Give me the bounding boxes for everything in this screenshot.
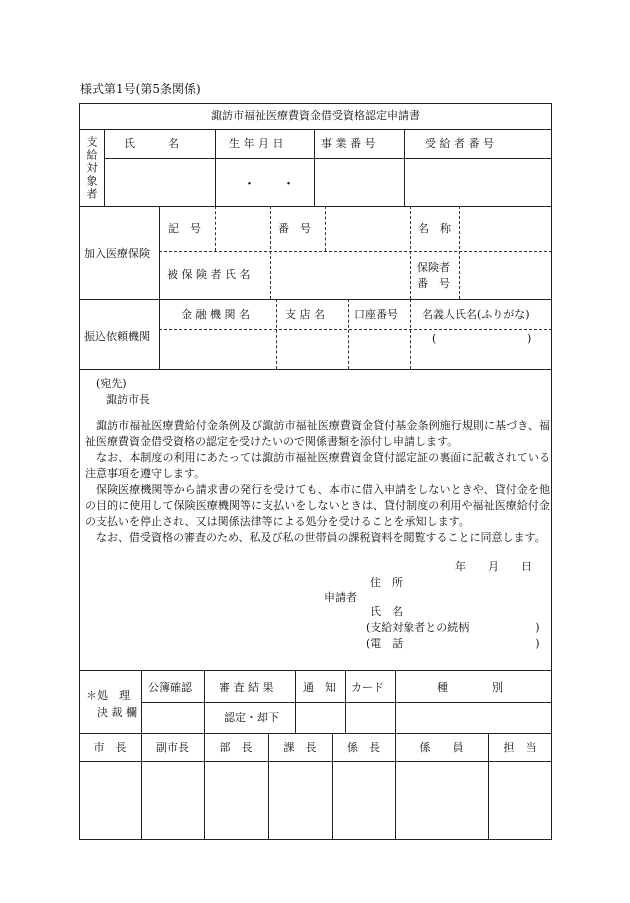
holder-paren-close: ) [527, 332, 532, 345]
mayor-addressee: 諏訪市長 [106, 393, 150, 406]
transfer-side-label: 振込依頼機関 [84, 330, 150, 343]
applicant-name-label: 氏 名 [370, 605, 403, 618]
relation-label: (支給対象者との続柄 ) [366, 621, 540, 634]
application-date: 年 月 日 [455, 560, 532, 573]
recipient-side-label: 支給対象者 [85, 136, 98, 201]
holder-label: 名義人氏名(ふりがな) [422, 308, 530, 321]
approval-mayor: 市 長 [93, 741, 127, 754]
insurer-number-label-2: 番 号 [417, 277, 450, 290]
birth-placeholder: ・ ・ [243, 177, 296, 192]
notice-label: 通 知 [303, 681, 336, 694]
approval-staff: 係 員 [419, 741, 464, 754]
office-label-1: ＊処 理 [86, 689, 130, 702]
account-label: 口座番号 [354, 308, 398, 321]
addressee: (宛先) [96, 377, 127, 390]
holder-paren-open: ( [432, 332, 437, 345]
number-label: 番 号 [278, 222, 311, 235]
approval-person-in-charge: 担 当 [503, 741, 537, 754]
branch-label: 支 店 名 [285, 308, 325, 321]
bank-label: 金 融 機 関 名 [181, 308, 250, 321]
body-paragraph-3: 保険医療機関等から請求書の発行を受けても、本市に借入申請をしないときや、貸付金を他の目的に使用して保険医療機関等に支払いをしないときは、貸付制度の利用や福祉医療給付金の支払いを停止され、又は関係法律等による処分を受けることを承知します。 [85, 483, 550, 528]
recipient-no-header: 受 給 者 番 号 [425, 137, 494, 150]
insured-name-label: 被 保 険 者 氏 名 [167, 268, 251, 281]
type-label: 種 別 [437, 681, 503, 694]
approval-subsection-chief: 係 長 [347, 741, 380, 754]
card-label: カード [351, 681, 384, 694]
approval-director: 部 長 [219, 741, 253, 754]
review-result-label: 審 査 結 果 [219, 681, 274, 694]
form-title: 諏訪市福祉医療費資金借受資格認定申請書 [211, 109, 420, 122]
approval-vice-mayor: 副市長 [156, 741, 189, 754]
address-label: 住 所 [370, 576, 403, 589]
approve-reject-label: 認定・却下 [224, 711, 279, 724]
birth-header: 生 年 月 日 [229, 137, 284, 150]
insurer-name-label: 名 称 [418, 222, 451, 235]
body-paragraph-2: なお、本制度の利用にあたっては諏訪市福祉医療費資金貸付認定証の裏面に記載されている注意事項を遵守します。 [85, 451, 550, 480]
approval-section-chief: 課 長 [283, 741, 317, 754]
name-header: 氏 名 [124, 137, 179, 150]
phone-label: (電 話 ) [366, 637, 540, 650]
insurer-number-label-1: 保険者 [417, 261, 450, 274]
insurance-side-label: 加入医療保険 [84, 247, 150, 260]
registry-check-label: 公簿確認 [148, 681, 192, 694]
business-no-header: 事 業 番 号 [321, 137, 376, 150]
body-paragraph-4: なお、借受資格の審査のため、私及び私の世帯員の課税資料を閲覧することに同意します。 [96, 531, 546, 544]
applicant-label: 申請者 [324, 591, 357, 604]
mark-label: 記 号 [168, 222, 201, 235]
office-label-2: 決 裁 欄 [97, 706, 137, 719]
body-paragraph-1: 諏訪市福祉医療費給付金条例及び諏訪市福祉医療費資金貸付基金条例施行規則に基づき、福祉医療費資金借受資格の認定を受けたいので関係書類を添付し申請します。 [85, 419, 550, 448]
form-number: 様式第1号(第5条関係) [80, 82, 201, 96]
